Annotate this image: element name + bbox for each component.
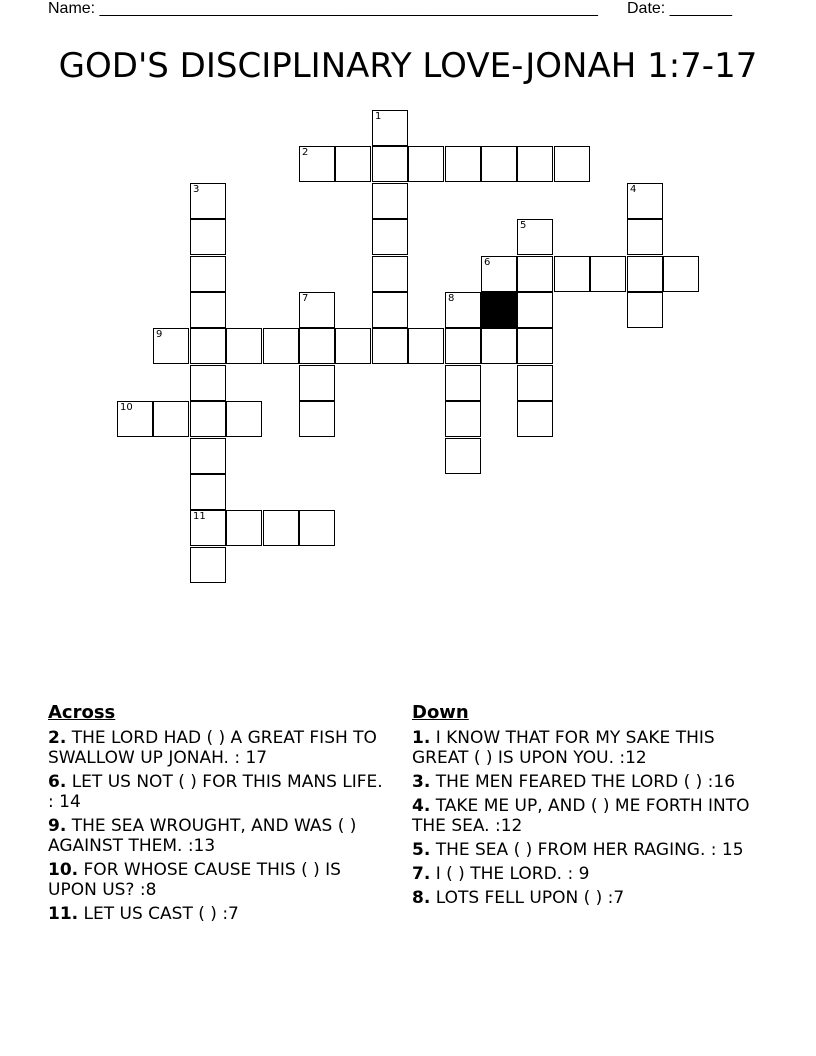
clue-number: 10.: [48, 860, 79, 880]
page-title: GOD'S DISCIPLINARY LOVE-JONAH 1:7-17: [58, 46, 758, 86]
crossword-cell[interactable]: [299, 365, 335, 401]
crossword-cell[interactable]: [517, 256, 553, 292]
crossword-cell[interactable]: [517, 219, 553, 255]
down-clues: [412, 702, 752, 912]
clue-text: LOTS FELL UPON ( ) :7: [435, 888, 625, 908]
clue-number: 1.: [412, 728, 431, 748]
crossword-cell[interactable]: [263, 510, 299, 546]
crossword-cell[interactable]: [372, 183, 408, 219]
cell-number: 3: [193, 184, 200, 195]
crossword-cell[interactable]: [517, 401, 553, 437]
crossword-cell[interactable]: [517, 328, 553, 364]
crossword-cell[interactable]: [481, 146, 517, 182]
crossword-cell[interactable]: [627, 292, 663, 328]
crossword-cell[interactable]: [372, 256, 408, 292]
clue-down-4: [412, 796, 752, 836]
crossword-cell[interactable]: [226, 401, 262, 437]
clue-number: 6.: [48, 772, 67, 792]
crossword-cell[interactable]: [517, 146, 553, 182]
crossword-cell[interactable]: [190, 510, 226, 546]
crossword-cell[interactable]: [627, 256, 663, 292]
clue-number: 4.: [412, 796, 431, 816]
clue-down-5: [412, 840, 752, 860]
across-clues: [48, 702, 388, 928]
crossword-cell[interactable]: [372, 292, 408, 328]
crossword-cell[interactable]: [554, 256, 590, 292]
header: [48, 0, 748, 20]
clue-text: I ( ) THE LORD. : 9: [435, 864, 590, 884]
down-heading: Down: [412, 702, 469, 723]
crossword-cell[interactable]: [408, 328, 444, 364]
crossword-cell[interactable]: [372, 328, 408, 364]
cell-number: 9: [156, 329, 163, 340]
crossword-cell[interactable]: [299, 510, 335, 546]
clue-across-2: [48, 728, 388, 768]
crossword-cell[interactable]: [445, 328, 481, 364]
crossword-cell[interactable]: [190, 547, 226, 583]
crossword-cell[interactable]: [445, 146, 481, 182]
crossword-cell[interactable]: [517, 292, 553, 328]
crossword-cell[interactable]: [226, 328, 262, 364]
across-heading: Across: [48, 702, 116, 723]
crossword-cell[interactable]: [590, 256, 626, 292]
clue-text: LET US NOT ( ) FOR THIS MANS LIFE. : 14: [48, 772, 383, 812]
cell-number: 10: [120, 402, 133, 413]
crossword-cell[interactable]: [372, 219, 408, 255]
clue-across-6: [48, 772, 388, 812]
black-square: [481, 292, 517, 328]
crossword-cell[interactable]: [299, 401, 335, 437]
crossword-cell[interactable]: [481, 256, 517, 292]
crossword-cell[interactable]: [335, 328, 371, 364]
crossword-cell[interactable]: [445, 401, 481, 437]
crossword-cell[interactable]: [445, 365, 481, 401]
cell-number: 6: [484, 257, 491, 268]
crossword-cell[interactable]: [190, 183, 226, 219]
crossword-cell[interactable]: [190, 401, 226, 437]
clue-text: THE LORD HAD ( ) A GREAT FISH TO SWALLOW UP JONAH. : 17: [48, 728, 377, 768]
clue-text: THE SEA ( ) FROM HER RAGING. : 15: [435, 840, 744, 860]
date-field[interactable]: Date: _______: [627, 0, 732, 17]
cell-number: 8: [448, 293, 455, 304]
clue-down-1: [412, 728, 752, 768]
clue-number: 7.: [412, 864, 431, 884]
crossword-cell[interactable]: [481, 328, 517, 364]
clue-number: 3.: [412, 772, 431, 792]
clue-across-9: [48, 816, 388, 856]
crossword-cell[interactable]: [190, 256, 226, 292]
clue-text: FOR WHOSE CAUSE THIS ( ) IS UPON US? :8: [48, 860, 341, 900]
crossword-cell[interactable]: [263, 328, 299, 364]
crossword-cell[interactable]: [554, 146, 590, 182]
crossword-cell[interactable]: [190, 365, 226, 401]
crossword-cell[interactable]: [445, 292, 481, 328]
cell-number: 2: [302, 147, 309, 158]
clue-text: LET US CAST ( ) :7: [83, 904, 239, 924]
crossword-cell[interactable]: [153, 401, 189, 437]
clue-number: 5.: [412, 840, 431, 860]
clue-across-10: [48, 860, 388, 900]
crossword-cell[interactable]: [190, 292, 226, 328]
clue-down-7: [412, 864, 752, 884]
crossword-cell[interactable]: [190, 474, 226, 510]
crossword-cell[interactable]: [226, 510, 262, 546]
crossword-cell[interactable]: [627, 183, 663, 219]
crossword-cell[interactable]: [190, 438, 226, 474]
cell-number: 11: [193, 511, 206, 522]
crossword-cell[interactable]: [335, 146, 371, 182]
cell-number: 4: [630, 184, 637, 195]
crossword-cell[interactable]: [153, 328, 189, 364]
crossword-cell[interactable]: [299, 292, 335, 328]
crossword-cell[interactable]: [663, 256, 699, 292]
clue-across-11: [48, 904, 388, 924]
crossword-cell[interactable]: [445, 438, 481, 474]
crossword-cell[interactable]: [117, 401, 153, 437]
clue-down-3: [412, 772, 752, 792]
clue-text: I KNOW THAT FOR MY SAKE THIS GREAT ( ) IS UPON YOU. :12: [412, 728, 715, 768]
clue-number: 8.: [412, 888, 431, 908]
crossword-cell[interactable]: [299, 146, 335, 182]
clue-text: TAKE ME UP, AND ( ) ME FORTH INTO THE SEA. :12: [412, 796, 750, 836]
cell-number: 5: [520, 220, 527, 231]
cell-number: 1: [375, 111, 382, 122]
crossword-cell[interactable]: [299, 328, 335, 364]
name-field[interactable]: Name: ________________________________________________________: [48, 0, 598, 17]
clue-text: THE SEA WROUGHT, AND WAS ( ) AGAINST THEM. :13: [48, 816, 357, 856]
clue-down-8: [412, 888, 752, 908]
crossword-cell[interactable]: [408, 146, 444, 182]
crossword-cell[interactable]: [517, 365, 553, 401]
crossword-cell[interactable]: [627, 219, 663, 255]
crossword-cell[interactable]: [372, 110, 408, 146]
clue-text: THE MEN FEARED THE LORD ( ) :16: [435, 772, 736, 792]
crossword-cell[interactable]: [190, 328, 226, 364]
cell-number: 7: [302, 293, 309, 304]
crossword-cell[interactable]: [372, 146, 408, 182]
clue-number: 9.: [48, 816, 67, 836]
clue-number: 11.: [48, 904, 79, 924]
crossword-cell[interactable]: [190, 219, 226, 255]
clue-number: 2.: [48, 728, 67, 748]
